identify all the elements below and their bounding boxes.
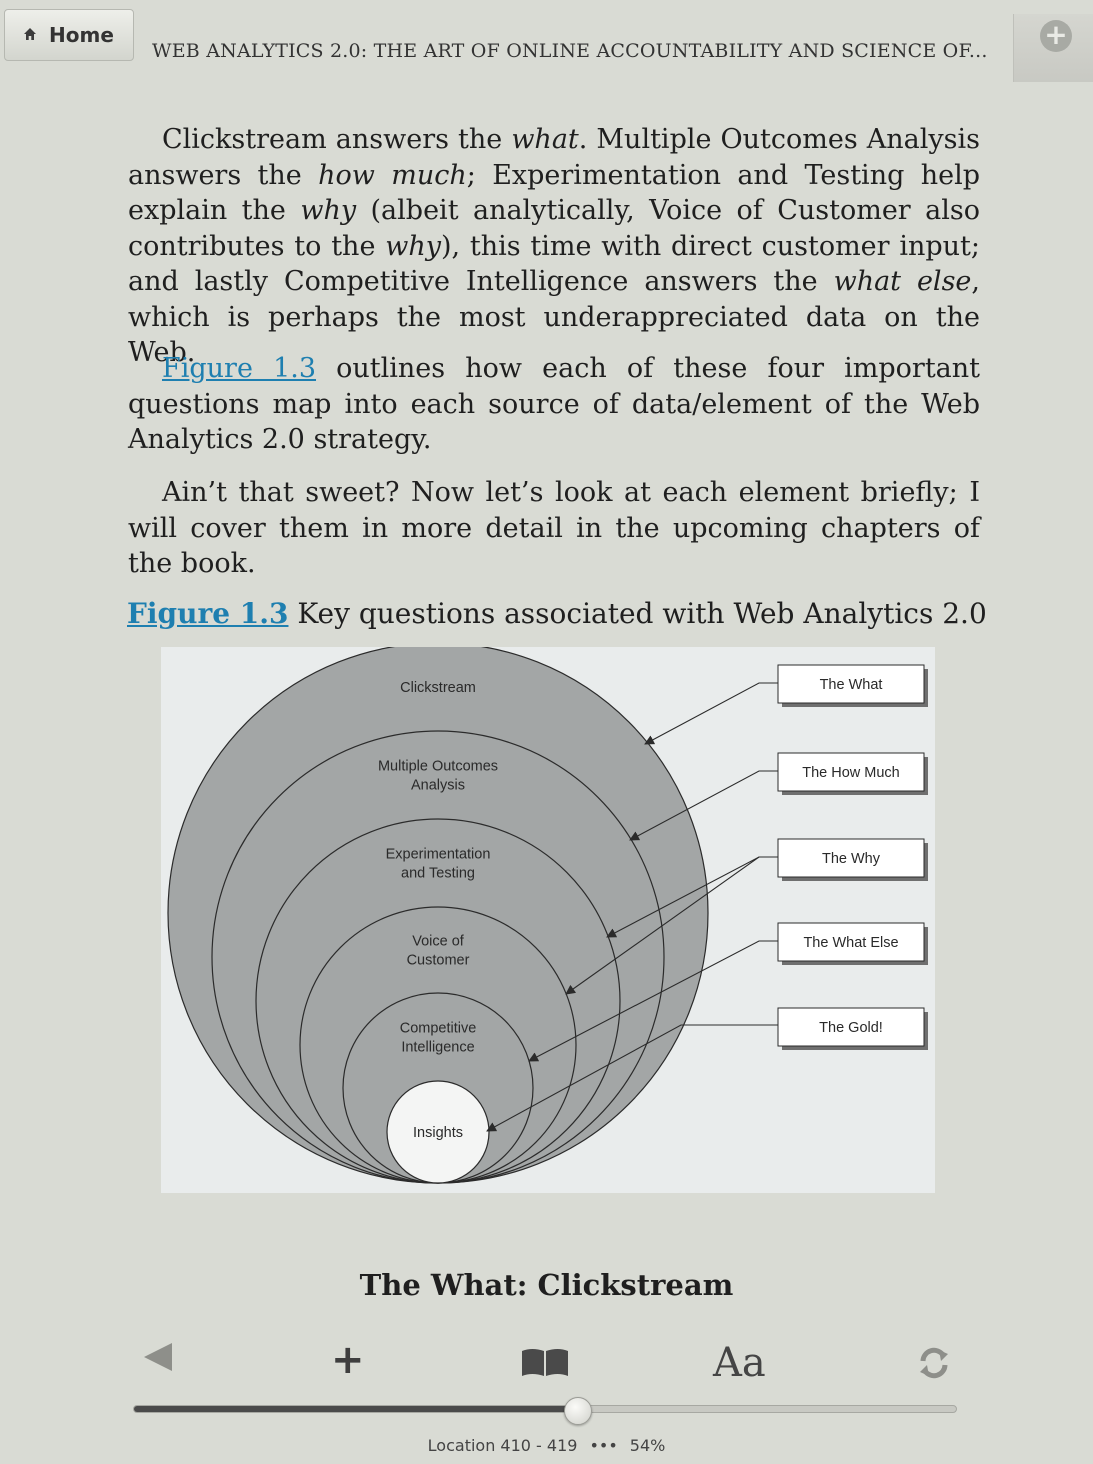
- toc-button[interactable]: [520, 1345, 570, 1379]
- emphasis-text: why: [385, 230, 441, 262]
- label-box-text: The How Much: [802, 765, 900, 781]
- emphasis-text: why: [300, 195, 357, 226]
- sync-button[interactable]: [915, 1344, 953, 1382]
- circle-label: Analysis: [411, 777, 465, 794]
- progress-slider[interactable]: [133, 1405, 957, 1413]
- add-note-button[interactable]: +: [331, 1337, 365, 1383]
- text-run: ), this time with direct customer input; and lastly Competitive Intelligence answers the: [128, 230, 980, 297]
- figure-link[interactable]: Figure 1.3: [162, 353, 317, 384]
- prev-page-button[interactable]: [140, 1340, 176, 1374]
- label-box-text: The What Else: [803, 935, 899, 951]
- paragraph-3: [128, 475, 980, 582]
- figure-caption-text: Key questions associated with Web Analytics 2.0: [288, 597, 987, 630]
- text-run: . Multiple Outcomes Analysis answers the: [128, 124, 980, 191]
- progress-fill: [134, 1406, 578, 1412]
- label-box-text: The Gold!: [819, 1020, 883, 1036]
- text-run: (albeit analytically, Voice of Customer also contributes to the: [128, 195, 980, 262]
- location-text: Location 410 - 419: [427, 1436, 578, 1455]
- circle-label: Insights: [413, 1125, 463, 1141]
- circle-label: Customer: [406, 952, 470, 969]
- circle-label: Intelligence: [401, 1039, 475, 1056]
- sync-icon: [915, 1344, 953, 1382]
- book-title: WEB ANALYTICS 2.0: THE ART OF ONLINE ACCOUNTABILITY AND SCIENCE OF...: [152, 40, 988, 62]
- paragraph-text: [128, 351, 980, 458]
- circle-label: Experimentation: [385, 846, 491, 863]
- book-icon: [520, 1345, 570, 1379]
- text-run: Clickstream answers the: [162, 124, 512, 155]
- circle-label: and Testing: [401, 865, 475, 882]
- progress-thumb[interactable]: [564, 1397, 592, 1425]
- text-run: , which is perhaps the most underappreciated data on the Web.: [128, 266, 980, 368]
- emphasis-text: what else: [833, 266, 972, 297]
- figure-caption: [127, 597, 987, 630]
- text-run: Ain’t that sweet? Now let’s look at each element briefly; I will cover them in more detail in the upcoming chapters of the book.: [128, 477, 980, 579]
- location-readout: [0, 1436, 1093, 1455]
- circle-label: Competitive: [399, 1020, 477, 1037]
- circle-label: Voice of: [412, 933, 464, 950]
- figure-link[interactable]: Figure 1.3: [127, 597, 289, 630]
- connector-arrow-1: [645, 683, 778, 744]
- text-run: outlines how each of these four important questions map into each source of data/element of the Web Analytics 2.0 strategy.: [128, 353, 981, 455]
- circle-label: Clickstream: [400, 680, 476, 696]
- location-separator: •••: [589, 1436, 618, 1455]
- paragraph-text: [128, 122, 980, 371]
- paragraph-1: [128, 122, 980, 371]
- circle-label: Multiple Outcomes: [377, 758, 499, 775]
- house-icon: [23, 26, 37, 45]
- nested-circles-diagram: [161, 647, 935, 1193]
- emphasis-text: how much: [318, 159, 467, 191]
- home-label: Home: [49, 23, 114, 47]
- home-button[interactable]: [4, 9, 134, 61]
- font-settings-button[interactable]: Aa: [713, 1340, 766, 1386]
- prev-page-icon: [140, 1340, 176, 1374]
- add-bookmark-button[interactable]: [1013, 14, 1093, 82]
- figure-diagram[interactable]: [161, 647, 935, 1193]
- label-box-text: The What: [819, 677, 883, 693]
- label-box-text: The Why: [821, 851, 881, 867]
- paragraph-2: [128, 351, 980, 458]
- add-bookmark-icon: +: [1040, 20, 1072, 52]
- percent-text: 54%: [629, 1436, 666, 1455]
- section-heading: The What: Clickstream: [359, 1268, 734, 1302]
- text-run: ; Experimentation and Testing help explain the: [128, 159, 981, 226]
- paragraph-text: [128, 475, 980, 582]
- emphasis-text: what: [511, 124, 579, 155]
